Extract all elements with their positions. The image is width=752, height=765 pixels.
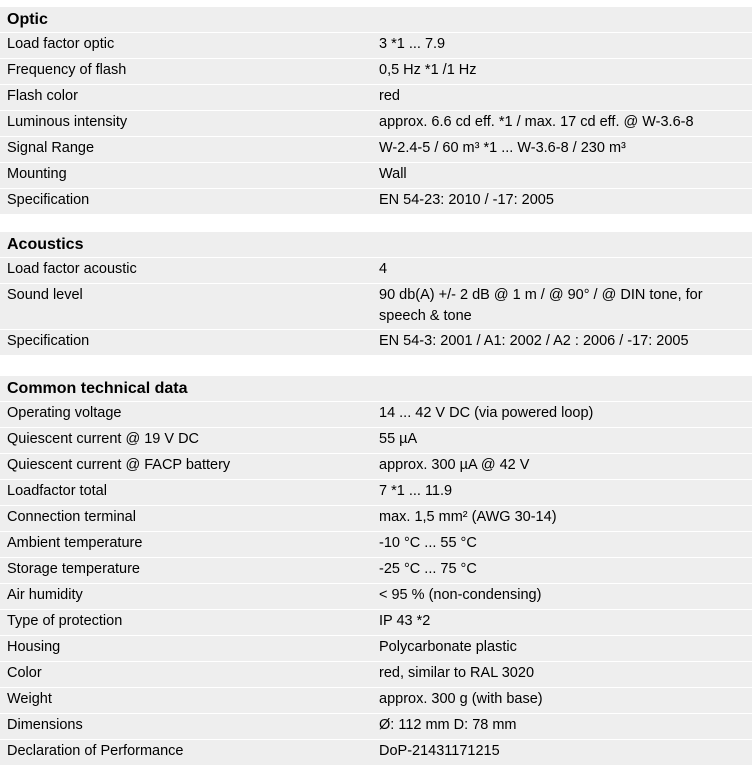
spec-value: IP 43 *2	[379, 613, 431, 629]
spec-value: DoP-21431171215	[379, 743, 500, 759]
spec-value: 7 *1 ... 11.9	[379, 483, 453, 499]
spec-value: -10 °C ... 55 °C	[379, 535, 477, 551]
spec-label: Housing	[7, 639, 61, 655]
spec-value: 90 db(A) +/- 2 dB @ 1 m / @ 90° / @ DIN tone, for speech & tone	[379, 287, 703, 324]
section-optic	[0, 7, 752, 214]
spec-table	[0, 258, 752, 355]
spec-value: 14 ... 42 V DC (via powered loop)	[379, 405, 594, 421]
spec-row	[0, 532, 752, 557]
spec-label: Load factor optic	[7, 36, 115, 52]
spec-label: Quiescent current @ FACP battery	[7, 457, 231, 473]
spec-row	[0, 714, 752, 739]
spec-row	[0, 258, 752, 283]
spec-label: Ambient temperature	[7, 535, 143, 551]
spec-row	[0, 454, 752, 479]
section-common-technical-data	[0, 376, 752, 765]
spec-table	[0, 33, 752, 214]
spec-label: Flash color	[7, 88, 78, 104]
spec-label: Signal Range	[7, 140, 95, 156]
spec-row	[0, 610, 752, 635]
spec-label: Specification	[7, 333, 90, 349]
spec-row	[0, 330, 752, 355]
spec-row	[0, 189, 752, 214]
spec-label: Loadfactor total	[7, 483, 107, 499]
spec-label: Quiescent current @ 19 V DC	[7, 431, 200, 447]
spec-row	[0, 662, 752, 687]
spec-value: 55 µA	[379, 431, 418, 447]
spec-row	[0, 506, 752, 531]
spec-table	[0, 402, 752, 765]
spec-value: EN 54-3: 2001 / A1: 2002 / A2 : 2006 / -17: 2005	[379, 333, 689, 349]
spec-row	[0, 584, 752, 609]
spec-label: Specification	[7, 192, 90, 208]
spec-value: -25 °C ... 75 °C	[379, 561, 477, 577]
section-title: Optic	[0, 7, 752, 32]
spec-label: Storage temperature	[7, 561, 140, 577]
section-title: Acoustics	[0, 232, 752, 257]
spec-value: 3 *1 ... 7.9	[379, 36, 446, 52]
spec-value: approx. 6.6 cd eff. *1 / max. 17 cd eff. @ W-3.6-8	[379, 114, 694, 130]
spec-value: EN 54-23: 2010 / -17: 2005	[379, 192, 554, 208]
spec-value: approx. 300 g (with base)	[379, 691, 543, 707]
spec-row	[0, 402, 752, 427]
spec-row	[0, 636, 752, 661]
spec-label: Sound level	[7, 287, 83, 303]
spec-row	[0, 740, 752, 765]
spec-row	[0, 428, 752, 453]
spec-label: Dimensions	[7, 717, 83, 733]
spec-row	[0, 85, 752, 110]
spec-label: Color	[7, 665, 42, 681]
spec-label: Connection terminal	[7, 509, 136, 525]
spec-row	[0, 111, 752, 136]
spec-row	[0, 59, 752, 84]
spec-label: Air humidity	[7, 587, 83, 603]
spec-value: approx. 300 µA @ 42 V	[379, 457, 530, 473]
spec-row	[0, 137, 752, 162]
spec-value: Ø: 112 mm D: 78 mm	[379, 717, 517, 733]
spec-label: Declaration of Performance	[7, 743, 184, 759]
spec-label: Operating voltage	[7, 405, 122, 421]
spec-row	[0, 284, 752, 329]
spec-value: 4	[379, 261, 388, 277]
section-title: Common technical data	[0, 376, 752, 401]
spec-value: red, similar to RAL 3020	[379, 665, 535, 681]
spec-row	[0, 558, 752, 583]
spec-value: max. 1,5 mm² (AWG 30-14)	[379, 509, 557, 525]
spec-label: Frequency of flash	[7, 62, 127, 78]
section-acoustics	[0, 232, 752, 355]
spec-row	[0, 688, 752, 713]
spec-row	[0, 163, 752, 188]
spec-row	[0, 480, 752, 505]
spec-value: 0,5 Hz *1 /1 Hz	[379, 62, 477, 78]
spec-row	[0, 33, 752, 58]
spec-label: Luminous intensity	[7, 114, 128, 130]
spec-label: Weight	[7, 691, 52, 707]
spec-value: < 95 % (non-condensing)	[379, 587, 542, 603]
spec-value: W-2.4-5 / 60 m³ *1 ... W-3.6-8 / 230 m³	[379, 140, 626, 156]
spec-label: Load factor acoustic	[7, 261, 137, 277]
spec-label: Type of protection	[7, 613, 123, 629]
spec-value: Wall	[379, 166, 407, 182]
spec-value: Polycarbonate plastic	[379, 639, 517, 655]
spec-value: red	[379, 88, 400, 104]
spec-label: Mounting	[7, 166, 67, 182]
